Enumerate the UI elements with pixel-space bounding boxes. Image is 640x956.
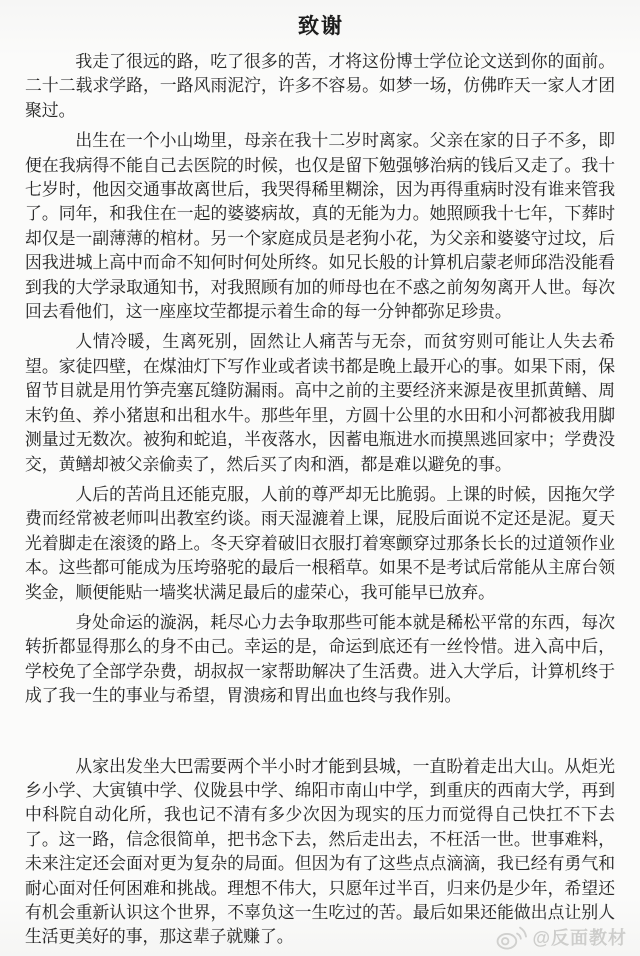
paragraph-5: 身处命运的漩涡，耗尽心力去争取那些可能本就是稀松平常的东西，每次转折都显得那么的身不由己。幸运的是，命运到底还有一丝怜惜。进入高中后，学校免了全部学杂费，胡叔叔一家帮助解决了生活费。进入大学后，计算机终于成了我一生的事业与希望，胃溃疡和胃出血也终与我作别。 xyxy=(25,612,615,706)
page-break-gap xyxy=(25,709,615,749)
paragraph-2: 出生在一个小山坳里，母亲在我十二岁时离家。父亲在家的日子不多，即便在我病得不能自己去医院的时候，也仅是留下勉强够治病的钱后又走了。我十七岁时，他因交通事故离世后，我哭得稀里糊涂，因为再得重病时没有谁来管我了。同年，和我住在一起的婆婆病故，真的无能为力。她照顾我十七年，下葬时却仅是一副薄薄的棺材。另一个家庭成员是老狗小花，为父亲和婆婆守过坟，后因我进城上高中而命不知何时何处所终。如兄长般的计算机启蒙老师邱浩没能看到我的大学录取通知书，对我照顾有加的师母也在不惑之前匆匆离开人世。每次回去看他们，这一座座坟茔都提示着生命的每一分钟都弥足珍贵。 xyxy=(25,131,615,322)
watermark-handle: @反面教材 xyxy=(532,928,627,948)
weibo-watermark xyxy=(495,923,627,951)
paragraph-1: 我走了很远的路，吃了很多的苦，才将这份博士学位论文送到你的面前。二十二载求学路，一路风雨泥泞，许多不容易。如梦一场，仿佛昨天一家人才团聚过。 xyxy=(25,52,615,120)
paragraph-6: 从家出发坐大巴需要两个半小时才能到县城，一直盼着走出大山。从炬光乡小学、大寅镇中学、仪陇县中学、绵阳市南山中学，到重庆的西南大学，再到中科院自动化所，我也记不清有多少次因为现实的压力而觉得自己快扛不下去了。这一路，信念很简单，把书念下去，然后走出去，不枉活一世。世事难料，未来注定还会面对更为复杂的局面。但因为有了这些点点滴滴，我已经有勇气和耐心面对任何困难和挑战。理想不伟大，只愿年过半百，归来仍是少年，希望还有机会重新认识这个世界，不辜负这一生吃过的苦。最后如果还能做出点让别人生活更美好的事，那这辈子就赚了。 xyxy=(25,756,615,947)
page-title: 致谢 xyxy=(298,14,344,38)
paragraph-4: 人后的苦尚且还能克服，人前的尊严却无比脆弱。上课的时候，因拖欠学费而经常被老师叫出教室约谈。雨天湿漉着上课，屁股后面说不定还是泥。夏天光着脚走在滚烫的路上。冬天穿着破旧衣服打着寒颤穿过那条长长的过道领作业本。这些都可能成为压垮骆驼的最后一根稻草。如果不是考试后常能从主席台领奖金，顺便能贴一墙奖状满足最后的虚荣心，我可能早已放弃。 xyxy=(25,484,615,602)
weibo-icon xyxy=(495,923,529,951)
paragraph-3: 人情冷暖，生离死别，固然让人痛苦与无奈，而贫穷则可能让人失去希望。家徒四壁，在煤油灯下写作业或者读书都是晚上最开心的事。如果下雨，保留节目就是用竹笋壳塞瓦缝防漏雨。高中之前的主要经济来源是夜里抓黄鳝、周末钓鱼、养小猪崽和出租水牛。那些年里，方圆十公里的水田和小河都被我用脚测量过无数次。被狗和蛇追，半夜落水，因蓄电瓶进水而摸黑逃回家中；学费没交，黄鳝却被父亲偷卖了，然后买了肉和酒，都是难以避免的事。 xyxy=(25,332,615,474)
